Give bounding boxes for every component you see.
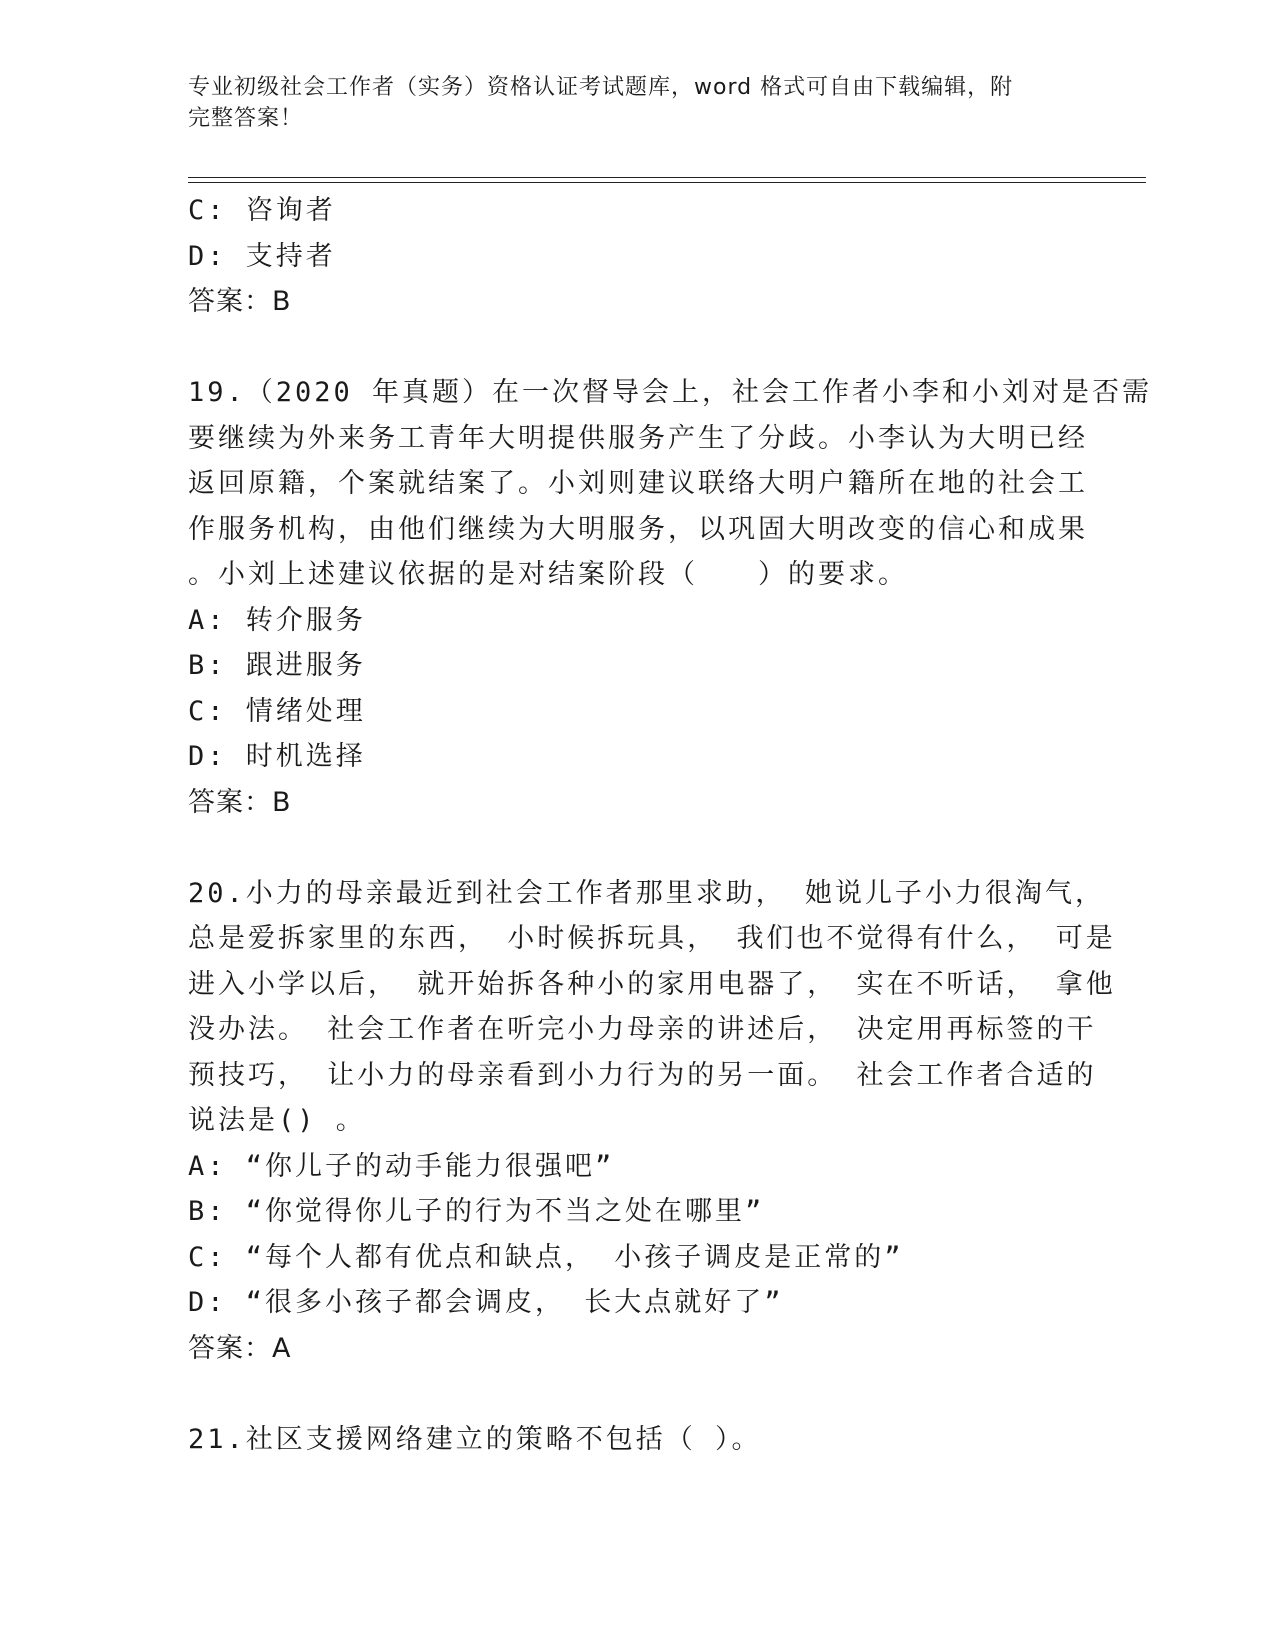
option-b: B: “你觉得你儿子的行为不当之处在哪里” xyxy=(188,1196,765,1227)
question-20 xyxy=(188,871,1116,1372)
question-20-line-1: 20.小力的母亲最近到社会工作者那里求助， 她说儿子小力很淘气， xyxy=(188,877,1106,909)
spacer xyxy=(188,325,1088,371)
answer-label: 答案：B xyxy=(188,286,292,317)
option-d: D: 支持者 xyxy=(188,240,336,272)
header-divider-bottom xyxy=(188,182,1146,183)
question-21 xyxy=(188,1417,1088,1463)
option-a: A: 转介服务 xyxy=(188,604,366,636)
option-b: B: 跟进服务 xyxy=(188,650,366,681)
option-c: C: “每个人都有优点和缺点， 小孩子调皮是正常的” xyxy=(188,1241,904,1273)
option-d: D: 时机选择 xyxy=(188,741,366,772)
header-line-2: 完整答案！ xyxy=(188,106,304,131)
question-19-line-2: 要继续为外来务工青年大明提供服务产生了分歧。小李认为大明已经 xyxy=(188,422,1088,454)
question-21-line-1: 21.社区支援网络建立的策略不包括（ ）。 xyxy=(188,1423,762,1455)
answer-label: 答案：B xyxy=(188,786,292,818)
option-d: D: “很多小孩子都会调皮， 长大点就好了” xyxy=(188,1287,784,1318)
spacer xyxy=(188,1371,1088,1417)
question-19-line-3: 返回原籍，个案就结案了。小刘则建议联络大明户籍所在地的社会工 xyxy=(188,468,1088,499)
question-20-line-2: 总是爱拆家里的东西， 小时候拆玩具， 我们也不觉得有什么， 可是 xyxy=(188,923,1116,954)
question-20-line-5: 预技巧， 让小力的母亲看到小力行为的另一面。 社会工作者合适的 xyxy=(188,1059,1097,1091)
question-19 xyxy=(188,370,1153,825)
page-header xyxy=(188,72,1088,134)
question-20-line-4: 没办法。 社会工作者在听完小力母亲的讲述后， 决定用再标签的干 xyxy=(188,1014,1097,1045)
header-line-1: 专业初级社会工作者（实务）资格认证考试题库，word 格式可自由下载编辑，附 xyxy=(188,75,1014,100)
spacer xyxy=(188,825,1088,871)
question-19-line-4: 作服务机构，由他们继续为大明服务，以巩固大明改变的信心和成果 xyxy=(188,513,1088,545)
header-divider-top xyxy=(188,177,1146,178)
question-20-line-3: 进入小学以后， 就开始拆各种小的家用电器了， 实在不听话， 拿他 xyxy=(188,968,1116,1000)
question-20-line-6: 说法是() 。 xyxy=(188,1105,366,1136)
option-c: C: 咨询者 xyxy=(188,195,336,226)
prev-question xyxy=(188,188,1088,325)
question-19-line-5: 。小刘上述建议依据的是对结案阶段（ ）的要求。 xyxy=(188,559,908,590)
option-c: C: 情绪处理 xyxy=(188,695,366,727)
question-content xyxy=(188,188,1153,1462)
answer-label: 答案：A xyxy=(188,1332,292,1364)
option-a: A: “你儿子的动手能力很强吧” xyxy=(188,1150,615,1182)
question-19-line-1: 19.（2020 年真题）在一次督导会上，社会工作者小李和小刘对是否需 xyxy=(188,377,1153,408)
